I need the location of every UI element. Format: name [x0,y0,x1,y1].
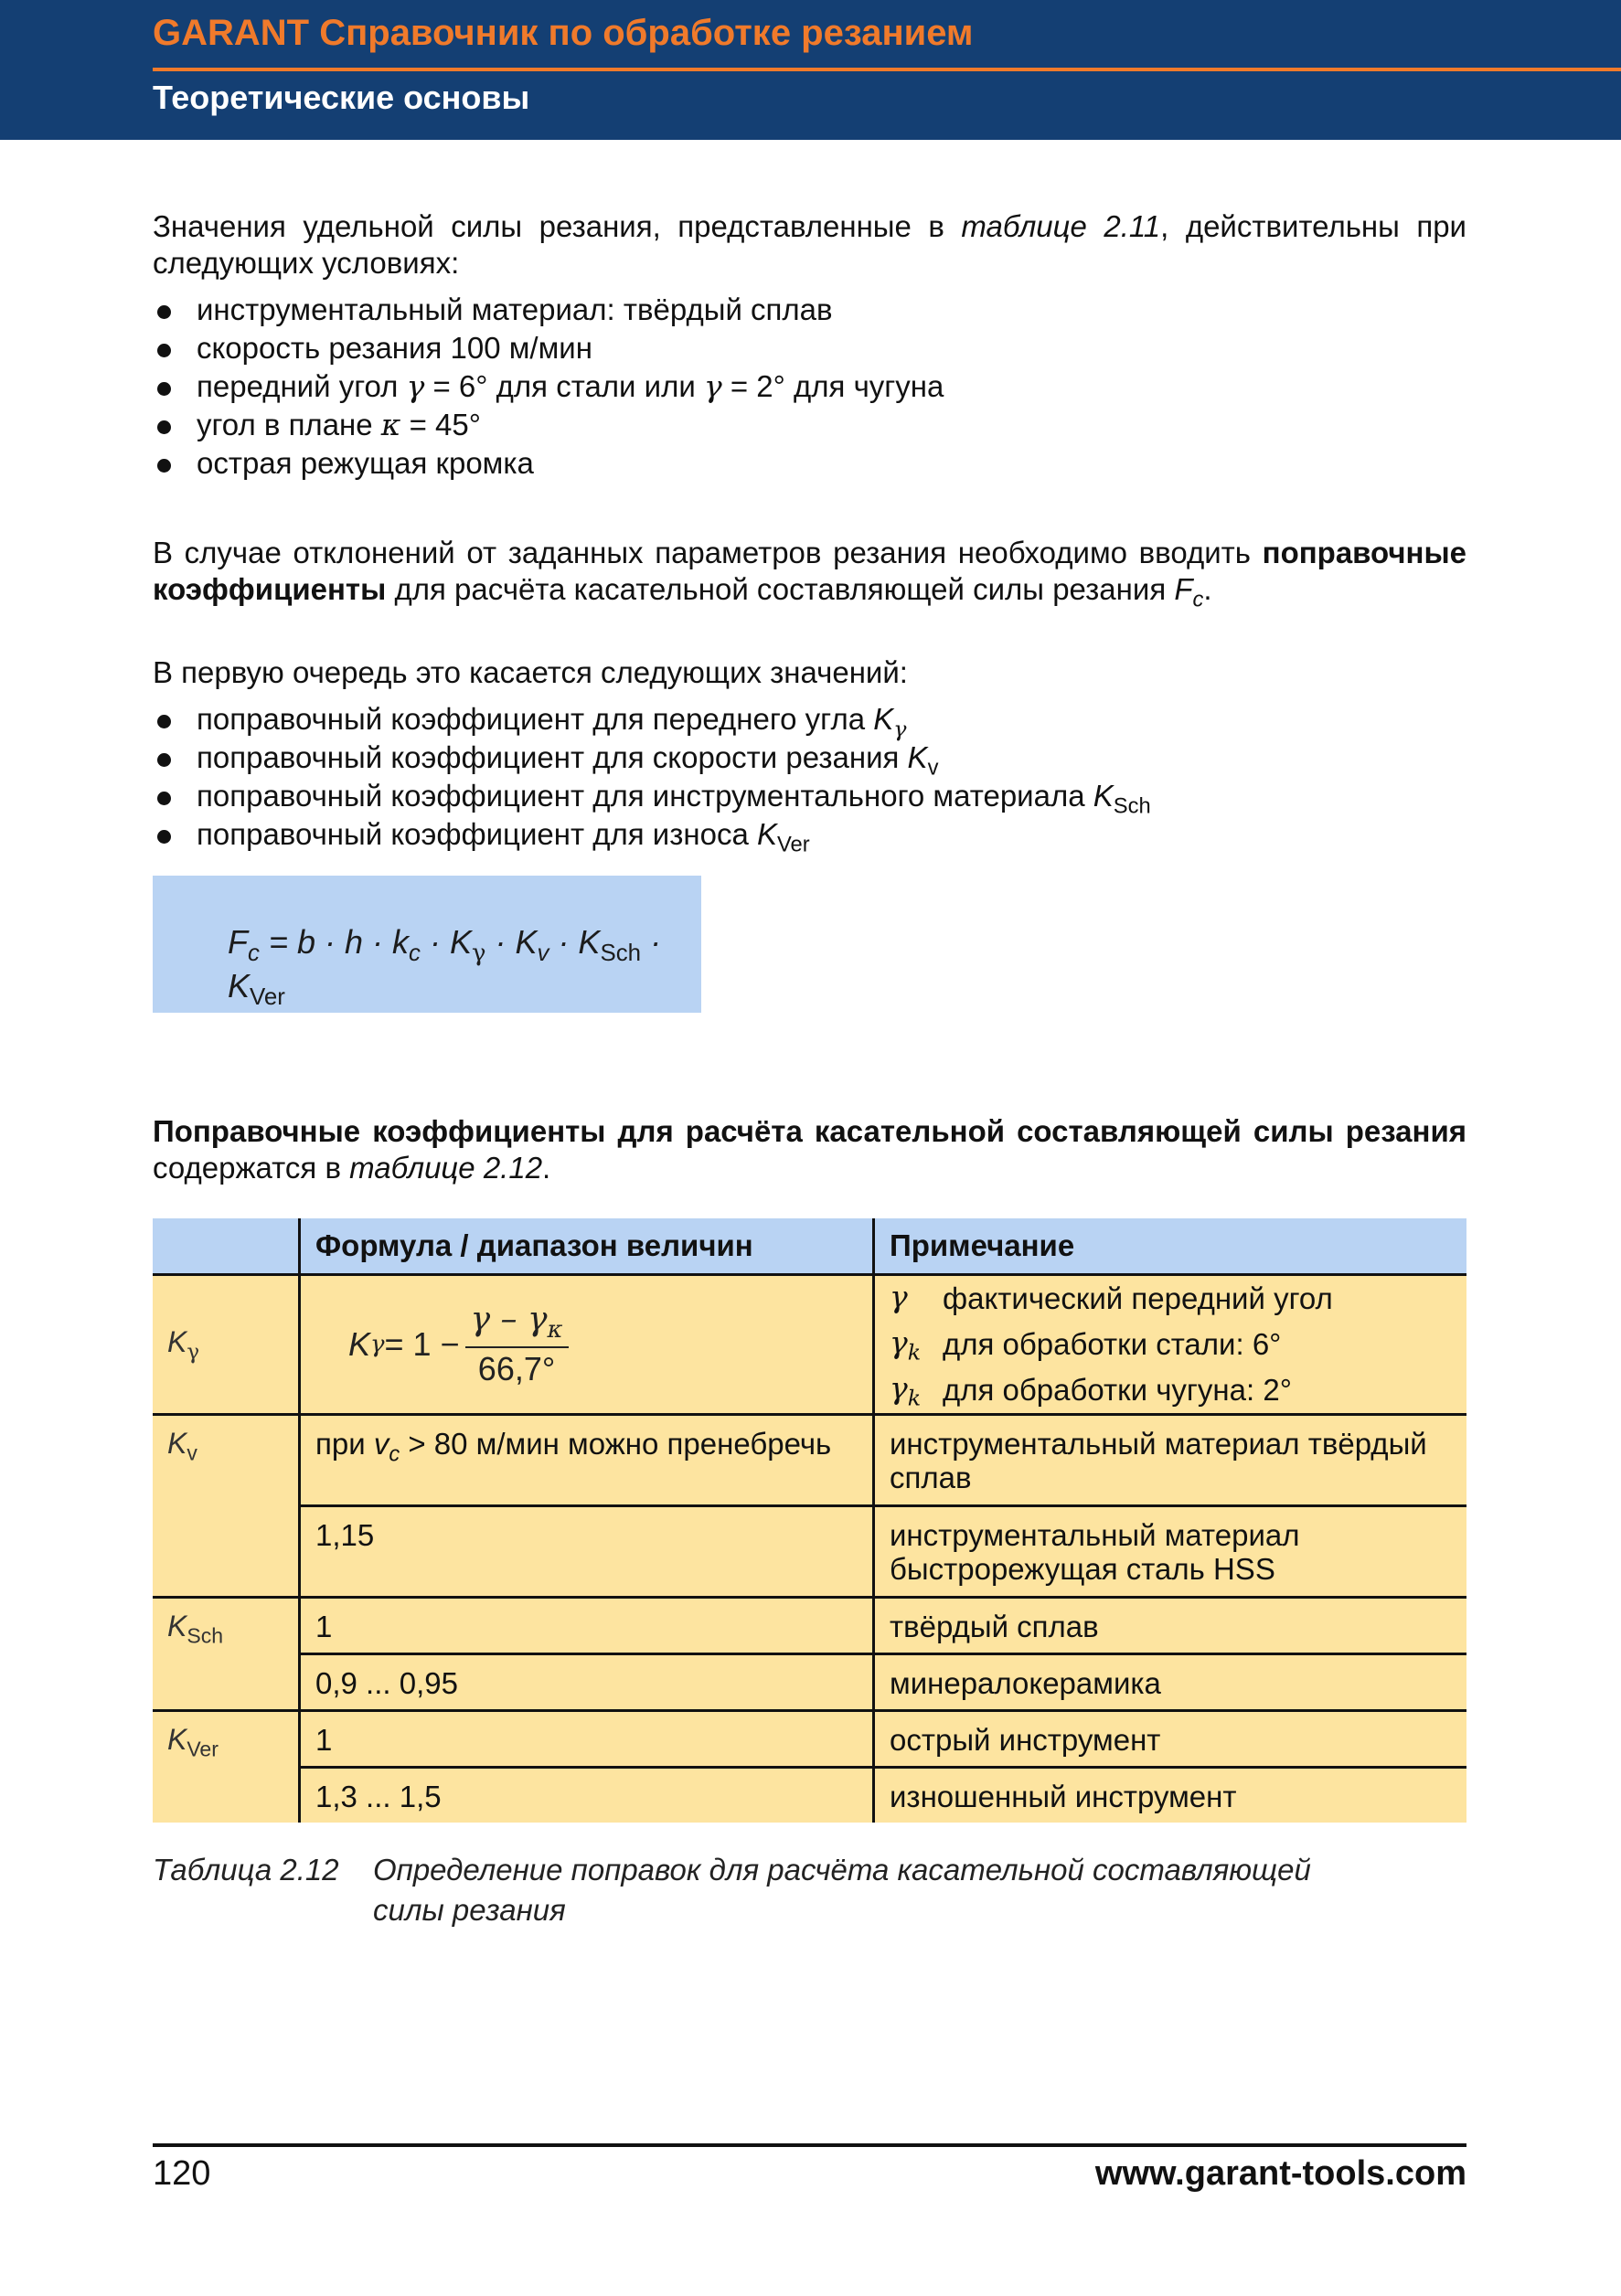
column-header-symbol [153,1218,300,1275]
table-row [153,1275,1466,1415]
table-reference: таблице 2.11 [961,209,1161,243]
table-header-row [153,1218,1466,1275]
column-header-note: Примечание [874,1218,1467,1275]
list-item: инструментальный материал: твёрдый сплав [153,291,944,329]
column-header-formula: Формула / диапазон величин [300,1218,874,1275]
chapter-title: Теоретические основы [153,79,530,116]
note-line: $\gamma_k$ для обработки стали: 6° [890,1323,1282,1366]
bullet-icon [157,715,171,728]
table-intro-paragraph: Поправочные коэффициенты для расчёта касательной составляющей силы резания содержатся в таблице 2.12. [153,1114,1466,1185]
bullet-icon [157,305,171,319]
row-label-k-v: $K_v$ [153,1415,300,1598]
table-row: $K_{Sch}$ 1 твёрдый сплав [153,1598,1466,1654]
table-row: $K_v$ при $v_c > 80$ м/мин можно пренебречь инструментальный материал твёрдый сплав [153,1415,1466,1506]
note-line: γ фактический передний угол [890,1278,1333,1315]
bullet-icon [157,753,171,767]
table-row: 1,3 ... 1,5 изношенный инструмент [153,1768,1466,1823]
list-item: поправочный коэффициент для скорости резания $K_v$ [153,739,1151,777]
list-item: угол в плане κ = 45° [153,406,944,444]
list-item: поправочный коэффициент для инструментального материала $K_{Sch}$ [153,777,1151,815]
formula-text: $F_c = b \cdot h \cdot k_c \cdot K_\gamma \cdot K_v \cdot K_{Sch} \cdot K_{Ver}$ [228,923,662,1011]
table-row: 0,9 ... 0,95 минералокерамика [153,1654,1466,1711]
book-title: GARANT Справочник по обработке резанием [153,13,974,53]
bullet-icon [157,830,171,844]
gamma-symbol: γ [406,368,425,404]
fraction: $\frac{\gamma - \gamma_\kappa}{66,7^\circ}$ [465,1301,569,1387]
bullet-icon [157,459,171,473]
footer-divider [153,2143,1466,2147]
first-priority-text: В первую очередь это касается следующих значений: [153,655,908,689]
bullet-icon [157,344,171,357]
table-caption-text: Определение поправок для расчёта касательной составляющей силы резания [373,1853,1311,1927]
gamma-symbol: γ [703,368,722,404]
conditions-list [153,291,944,483]
cutting-force-formula [153,876,701,1013]
note-line: $\gamma_k$ для обработки чугуна: 2° [890,1369,1292,1411]
list-item: поправочный коэффициент для переднего угла $K_\gamma$ [153,700,1151,739]
correction-factors-table [153,1218,1466,1823]
list-item: поправочный коэффициент для износа $K_{Ver}$ [153,815,1151,854]
bullet-icon [157,420,171,434]
k-gamma-notes [874,1275,1467,1415]
row-label-k-ver: $K_{Ver}$ [153,1711,300,1823]
table-row: 1,15 инструментальный материал быстрорежущая сталь HSS [153,1506,1466,1598]
kappa-symbol: κ [380,407,401,442]
intro-paragraph: Значения удельной силы резания, представленные в таблице 2.11, действительны при следующих условиях: [153,209,1466,280]
page-number: 120 [153,2154,211,2193]
list-item: острая режущая кромка [153,444,944,483]
row-label-k-gamma: $K_\gamma$ [153,1275,300,1415]
row-label-k-sch: $K_{Sch}$ [153,1598,300,1711]
bullet-icon [157,382,171,396]
list-item: передний угол γ = 6° для стали или γ = 2° для чугуна [153,367,944,406]
bullet-icon [157,792,171,805]
header-divider [153,68,1621,71]
k-gamma-formula: K γ = 1 − $\frac{\gamma - \gamma_\kappa}{66,7^\circ}$ [300,1275,874,1415]
coefficients-list [153,700,1151,857]
deviation-paragraph: В случае отклонений от заданных параметров резания необходимо вводить поправочные коэффициенты для расчёта касательной составляющей силы резания $F_c$. [153,536,1466,612]
table-caption-label: Таблица 2.12 [153,1853,339,1887]
table-row: $K_{Ver}$ 1 острый инструмент [153,1711,1466,1768]
page-header [0,0,1621,140]
list-item: скорость резания 100 м/мин [153,329,944,367]
website-link[interactable]: www.garant-tools.com [1094,2154,1466,2193]
